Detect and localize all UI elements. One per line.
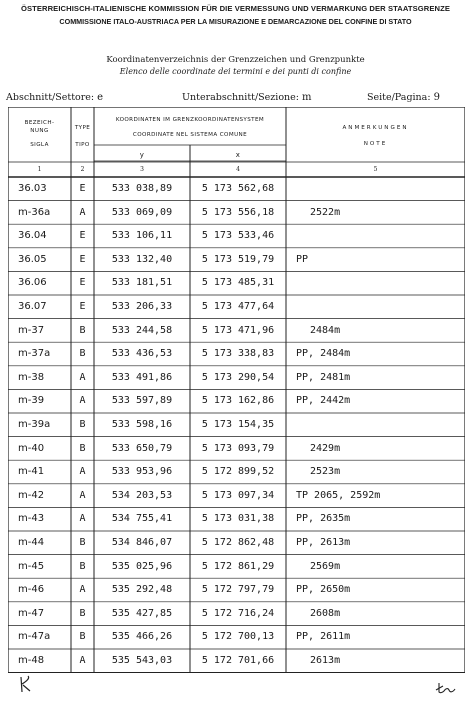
row-coord-x: 5 172 861,29 — [201, 560, 275, 572]
row-note: PP, 2611m — [296, 631, 351, 643]
row-coord-y: 533 597,89 — [111, 395, 173, 407]
row-designation: 36.06 — [18, 277, 47, 289]
row-type: E — [79, 183, 86, 194]
col-number-2: 2 — [80, 166, 85, 173]
row-note: 2484m — [310, 324, 341, 336]
row-coord-y: 533 132,40 — [111, 253, 173, 265]
row-coord-y: 533 244,58 — [111, 324, 173, 336]
row-note: 2569m — [310, 560, 341, 572]
row-type: A — [79, 395, 86, 407]
section-value: e — [97, 92, 104, 103]
row-coord-y: 533 436,53 — [111, 348, 173, 360]
row-designation: m-43 — [18, 513, 45, 525]
row-designation: m-36a — [18, 206, 51, 218]
col-number-1: 1 — [37, 166, 42, 173]
row-coord-x: 5 173 477,64 — [201, 301, 275, 312]
row-coord-x: 5 172 899,52 — [201, 466, 275, 478]
col-header-type-line2: TIPO — [75, 142, 90, 148]
row-type: A — [79, 371, 86, 383]
row-note: PP, 2613m — [296, 537, 351, 548]
row-designation: m-37 — [18, 324, 45, 336]
row-coord-y: 535 025,96 — [111, 560, 173, 572]
row-designation: 36.04 — [18, 230, 47, 242]
row-coord-x: 5 173 485,31 — [201, 277, 275, 289]
row-coord-y: 534 846,07 — [111, 537, 173, 548]
row-note: PP, 2650m — [296, 584, 351, 596]
row-designation: m-39a — [18, 419, 51, 430]
row-designation: m-38 — [18, 371, 45, 383]
row-coord-x: 5 172 797,79 — [201, 584, 275, 596]
row-designation: m-42 — [18, 489, 45, 501]
row-note: PP — [296, 253, 309, 265]
row-coord-x: 5 173 533,46 — [201, 230, 275, 242]
row-coord-y: 535 543,03 — [111, 655, 173, 666]
row-coord-y: 534 203,53 — [111, 489, 173, 501]
row-coord-x: 5 173 562,68 — [201, 183, 275, 194]
row-note: PP, 2481m — [296, 371, 351, 383]
col-header-designation-line1: BEZEICH- — [24, 120, 55, 126]
col-number-3: 3 — [140, 166, 144, 173]
row-coord-x: 5 173 290,54 — [201, 371, 275, 383]
col-header-notes-line2: NOTE — [363, 141, 388, 147]
subsection-value: m — [302, 92, 312, 103]
col-header-coordinates-line1: KOORDINATEN IM GRENZKOORDINATENSYSTEM — [115, 117, 265, 123]
row-note: PP, 2635m — [296, 513, 351, 525]
col-header-designation — [8, 119, 71, 149]
signature-right — [434, 680, 460, 699]
col-header-designation-line3: SIGLA — [30, 142, 49, 148]
row-coord-x: 5 172 862,48 — [201, 537, 275, 548]
row-coord-x: 5 173 031,38 — [201, 513, 275, 525]
row-designation: 36.07 — [18, 301, 47, 312]
row-coord-y: 533 491,86 — [111, 371, 173, 383]
col-header-notes-line1: ANMERKUNGEN — [342, 125, 409, 131]
signature-left-mark — [18, 675, 36, 695]
row-coord-x: 5 173 471,96 — [201, 324, 275, 336]
col-header-coordinates-line2: COORDINATE NEL SISTEMA COMUNE — [132, 132, 248, 138]
row-designation: m-44 — [18, 537, 45, 548]
row-type: B — [79, 419, 86, 430]
row-type: B — [79, 631, 86, 643]
row-designation: m-37a — [18, 348, 51, 360]
row-coord-y: 535 466,26 — [111, 631, 173, 643]
row-coord-y: 533 650,79 — [111, 442, 173, 454]
row-type: B — [79, 442, 86, 454]
row-designation: m-47 — [18, 607, 45, 619]
row-type: A — [79, 466, 86, 478]
row-note: PP, 2442m — [296, 395, 351, 407]
row-type: E — [79, 230, 86, 242]
col-header-type — [71, 124, 94, 149]
row-note: TP 2065, 2592m — [296, 489, 381, 501]
page-label: Seite/Pagina: — [367, 92, 431, 103]
row-coord-x: 5 172 716,24 — [201, 607, 275, 619]
row-type: E — [79, 277, 86, 289]
row-coord-x: 5 173 556,18 — [201, 206, 275, 218]
coordinate-table — [8, 107, 465, 673]
signature-right-mark — [434, 681, 460, 695]
row-type: A — [79, 655, 86, 666]
col-header-designation-line2: NUNG — [30, 128, 49, 134]
row-coord-y: 533 181,51 — [111, 277, 173, 289]
row-type: B — [79, 560, 86, 572]
row-coord-x: 5 173 154,35 — [201, 419, 275, 430]
row-note: 2608m — [310, 607, 341, 619]
subsection-label: Unterabschnitt/Sezione: — [182, 92, 299, 103]
row-designation: m-46 — [18, 584, 45, 596]
row-coord-y: 535 292,48 — [111, 584, 173, 596]
row-coord-y: 535 427,85 — [111, 607, 173, 619]
col-header-y: y — [139, 151, 145, 159]
col-header-type-line1: TYPE — [74, 125, 91, 131]
row-designation: m-39 — [18, 395, 45, 407]
section-label: Abschnitt/Settore: — [6, 92, 95, 103]
document-title-german: Koordinatenverzeichnis der Grenzzeichen und Grenzpunkte — [106, 55, 365, 65]
row-type: B — [79, 324, 86, 336]
row-designation: m-45 — [18, 560, 45, 572]
col-header-x: x — [235, 151, 241, 159]
row-type: E — [79, 253, 86, 265]
row-designation: 36.03 — [18, 183, 47, 194]
row-note: 2613m — [310, 655, 341, 666]
row-type: A — [79, 489, 86, 501]
commission-header-italian: COMMISSIONE ITALO-AUSTRIACA PER LA MISURAZIONE E DEMARCAZIONE DEL CONFINE DI STATO — [59, 17, 412, 26]
row-coord-y: 533 038,89 — [111, 183, 173, 194]
section-field — [6, 92, 103, 103]
row-coord-y: 533 069,09 — [111, 206, 173, 218]
row-type: A — [79, 584, 86, 596]
row-designation: 36.05 — [18, 253, 47, 265]
col-header-notes — [286, 124, 465, 148]
page-field — [367, 92, 440, 103]
row-coord-x: 5 173 519,79 — [201, 253, 275, 265]
row-type: B — [79, 348, 86, 360]
row-coord-x: 5 173 097,34 — [201, 489, 275, 501]
row-coord-x: 5 172 701,66 — [201, 655, 275, 666]
signature-left — [18, 675, 36, 699]
row-coord-y: 533 106,11 — [111, 230, 173, 242]
row-coord-y: 534 755,41 — [111, 513, 173, 525]
col-number-4: 4 — [236, 166, 240, 173]
row-type: B — [79, 537, 86, 548]
row-coord-x: 5 173 162,86 — [201, 395, 275, 407]
document-title-italian: Elenco delle coordinate dei termini e dei punti di confine — [119, 67, 352, 76]
page-value: 9 — [433, 92, 440, 103]
row-coord-y: 533 953,96 — [111, 466, 173, 478]
col-header-coordinates — [94, 116, 286, 139]
row-designation: m-40 — [18, 442, 45, 454]
row-designation: m-41 — [18, 466, 45, 478]
row-type: A — [79, 513, 86, 525]
row-note: 2429m — [310, 442, 341, 454]
row-note: 2522m — [310, 206, 341, 218]
row-designation: m-48 — [18, 655, 45, 666]
row-type: A — [79, 206, 86, 218]
col-number-5: 5 — [373, 166, 378, 173]
row-type: E — [79, 301, 86, 312]
row-note: 2523m — [310, 466, 341, 478]
row-coord-x: 5 172 700,13 — [201, 631, 275, 643]
row-designation: m-47a — [18, 631, 51, 643]
commission-header-german: ÖSTERREICHISCH-ITALIENISCHE KOMMISSION FÜR DIE VERMESSUNG UND VERMARKUNG DER STAATSGRENZE — [20, 4, 451, 13]
row-note: PP, 2484m — [296, 348, 351, 360]
row-coord-x: 5 173 338,83 — [201, 348, 275, 360]
row-type: B — [79, 607, 86, 619]
row-coord-y: 533 206,33 — [111, 301, 173, 312]
subsection-field — [182, 92, 312, 103]
row-coord-x: 5 173 093,79 — [201, 442, 275, 454]
row-coord-y: 533 598,16 — [111, 419, 173, 430]
